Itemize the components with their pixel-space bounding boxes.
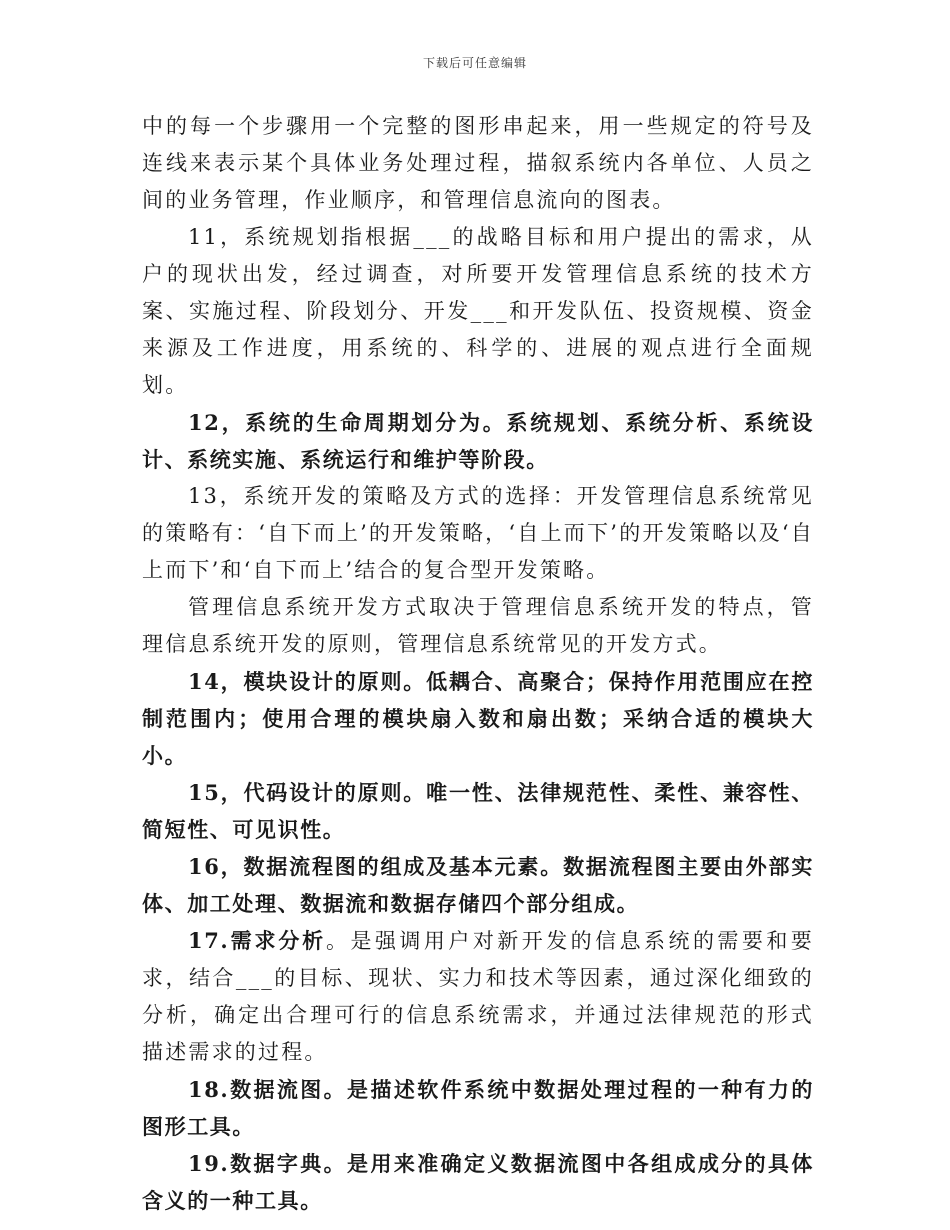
page-header: 下载后可任意编辑: [422, 56, 527, 70]
paragraph-16-data-flow-elements: 16，数据流程图的组成及基本元素。数据流程图主要由外部实体、加工处理、数据流和数据存储四个部分组成。: [142, 854, 814, 916]
paragraph-development-method: 管理信息系统开发方式取决于管理信息系统开发的特点，管理信息系统开发的原则，管理信息系统常见的开发方式。: [142, 595, 814, 656]
paragraph-17-body: 。是强调用户对新开发的信息系统的需要和要求，结合___的目标、现状、实力和技术等因素，通过深化细致的分析，确定出合理可行的信息系统需求，并通过法律规范的形式描述需求的过程。: [142, 929, 815, 1064]
paragraph-11-system-planning: 11，系统规划指根据___的战略目标和用户提出的需求，从户的现状出发，经过调查，对所要开发管理信息系统的技术方案、实施过程、阶段划分、开发___和开发队伍、投资规模、资金来源及工作进度，用系统的、科学的、进展的观点进行全面规划。: [142, 225, 814, 397]
paragraph-12-life-cycle: 12，系统的生命周期划分为。系统规划、系统分析、系统设计、系统实施、系统运行和维护等阶段。: [142, 410, 814, 472]
paragraph-17-heading: 17.需求分析: [188, 928, 327, 953]
paragraph-17-requirements-analysis: [142, 922, 814, 1071]
paragraph-15-code-design: 15，代码设计的原则。唯一性、法律规范性、柔性、兼容性、简短性、可见识性。: [142, 780, 814, 842]
paragraph-flowchart-definition: 中的每一个步骤用一个完整的图形串起来，用一些规定的符号及连线来表示某个具体业务处理过程，描叙系统内各单位、人员之间的业务管理，作业顺序，和管理信息流向的图表。: [142, 114, 814, 212]
paragraph-18-data-flow-diagram: 18.数据流图。是描述软件系统中数据处理过程的一种有力的图形工具。: [142, 1077, 814, 1139]
paragraph-13-strategy: 13，系统开发的策略及方式的选择：开发管理信息系统常见的策略有：‘自下而上’的开发策略，‘自上而下’的开发策略以及‘自上而下’和‘自下而上’结合的复合型开发策略。: [142, 484, 814, 582]
paragraph-14-module-design: 14，模块设计的原则。低耦合、高聚合；保持作用范围应在控制范围内；使用合理的模块扇入数和扇出数；采纳合适的模块大小。: [142, 669, 814, 768]
paragraph-19-data-dictionary: 19.数据字典。是用来准确定义数据流图中各组成成分的具体含义的一种工具。: [142, 1151, 814, 1213]
document-body: [142, 108, 814, 1219]
